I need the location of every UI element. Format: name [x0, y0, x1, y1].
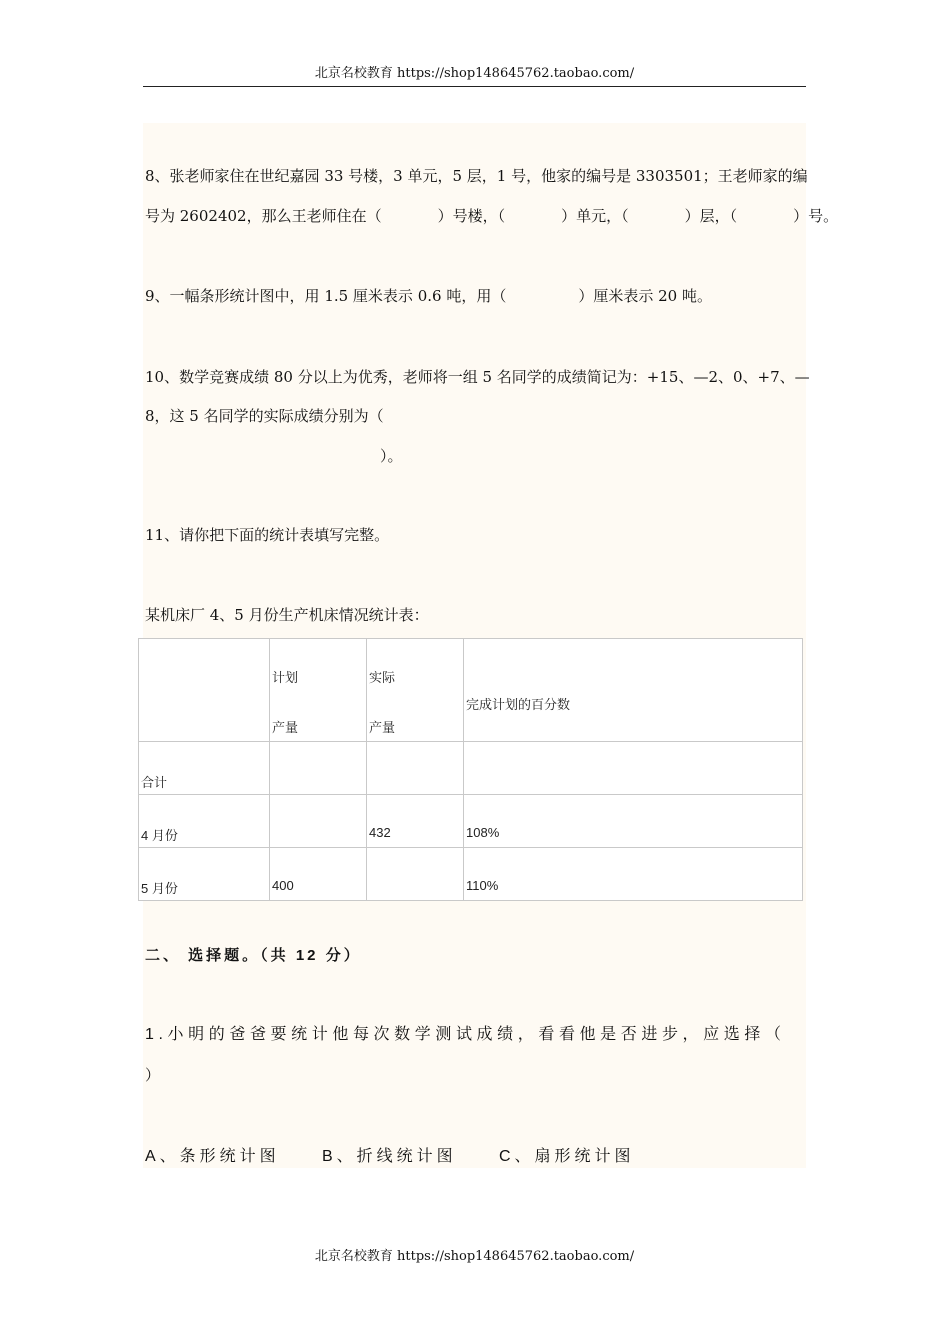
page-footer: 北京名校教育 https://shop148645762.taobao.com/: [314, 1249, 635, 1264]
row-label: 5 月份: [139, 848, 270, 901]
table-caption: 某机床厂 4、5 月份生产机床情况统计表：: [145, 606, 429, 624]
q8-text-d: ）层，（: [684, 207, 738, 225]
row-percent: 108%: [464, 795, 803, 848]
question-10-line-1: 10、数学竞赛成绩 80 分以上为优秀，老师将一组 5 名同学的成绩简记为：+15、—2、0、+7、—: [145, 368, 810, 386]
choice-options: [145, 1143, 635, 1166]
question-10-line-2: 8，这 5 名同学的实际成绩分别为（: [145, 407, 384, 425]
question-10-line-3: ）。: [380, 447, 403, 465]
table-row: [139, 795, 803, 848]
table-header-row: [139, 639, 803, 742]
q8-text-e: ）号。: [793, 207, 839, 225]
row-actual[interactable]: [367, 848, 464, 901]
row-planned[interactable]: [270, 742, 367, 795]
q9-text-b: ）厘米表示 20 吨。: [578, 287, 712, 305]
option-a[interactable]: A、条形统计图: [145, 1148, 280, 1165]
header-planned-line1: 计划: [272, 670, 299, 685]
row-actual: 432: [367, 795, 464, 848]
choice-question-1-close: ）: [145, 1066, 161, 1084]
row-label: 4 月份: [139, 795, 270, 848]
header-percent: 完成计划的百分数: [464, 639, 803, 742]
row-label: 合计: [139, 742, 270, 795]
row-percent: 110%: [464, 848, 803, 901]
header-actual-line2: 产量: [369, 720, 396, 735]
q8-text-b: ）号楼，（: [437, 207, 506, 225]
table-row: [139, 848, 803, 901]
row-actual[interactable]: [367, 742, 464, 795]
row-planned: 400: [270, 848, 367, 901]
q8-text-a: 号为 2602402，那么王老师住在（: [145, 207, 382, 225]
section-2-title: 二、 选择题。（共 12 分）: [145, 947, 362, 964]
header-actual: [367, 639, 464, 742]
choice-question-1: 1.小明的爸爸要统计他每次数学测试成绩，看看他是否进步，应选择（: [145, 1026, 786, 1043]
statistics-table: [138, 638, 803, 901]
question-9: [145, 286, 712, 306]
row-percent[interactable]: [464, 742, 803, 795]
question-8-line-2: [145, 206, 838, 226]
q9-text-a: 9、一幅条形统计图中，用 1.5 厘米表示 0.6 吨，用（: [145, 287, 507, 305]
question-8-line-1: 8、张老师家住在世纪嘉园 33 号楼，3 单元，5 层，1 号，他家的编号是 3303501；王老师家的编: [145, 167, 808, 185]
page-header: 北京名校教育 https://shop148645762.taobao.com/: [143, 64, 806, 87]
question-11: 11、请你把下面的统计表填写完整。: [145, 526, 390, 544]
header-actual-line1: 实际: [369, 670, 396, 685]
q8-text-c: ）单元，（: [561, 207, 629, 225]
row-planned[interactable]: [270, 795, 367, 848]
table-row: [139, 742, 803, 795]
option-b[interactable]: B、折线统计图: [322, 1148, 457, 1165]
header-empty-cell: [139, 639, 270, 742]
option-c[interactable]: C、扇形统计图: [499, 1148, 635, 1165]
header-planned-line2: 产量: [272, 720, 299, 735]
header-planned: [270, 639, 367, 742]
